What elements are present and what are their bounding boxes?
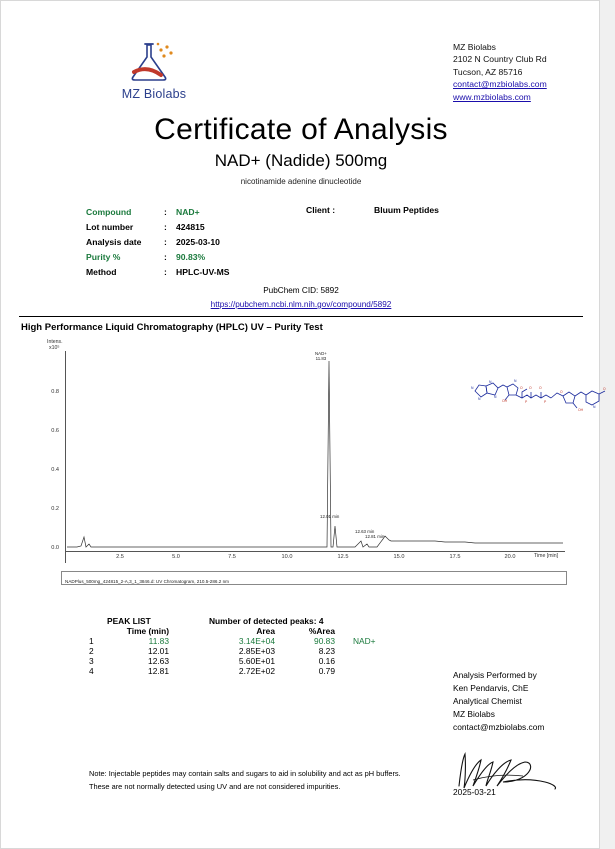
info-row-lot-number — [86, 219, 229, 234]
svg-text:N: N — [489, 380, 492, 384]
chart-file-caption: NADPlus_500mg_424815_2-A,3_1_3846.d: UV Chromatogram, 210.5-286.2 nm — [65, 579, 229, 584]
svg-text:O: O — [560, 390, 563, 394]
pubchem-link-wrap — [1, 300, 601, 309]
sample-info-table — [86, 204, 229, 279]
info-colon: : — [164, 266, 167, 277]
divider-top — [19, 316, 583, 317]
row-no: 3 — [89, 656, 94, 666]
flask-icon — [117, 39, 191, 83]
svg-text:P: P — [544, 400, 547, 404]
client-info — [306, 205, 439, 215]
row-name — [335, 656, 413, 666]
analyst-line-3: Analytical Chemist — [453, 696, 522, 707]
info-colon: : — [164, 221, 167, 232]
analyst-block — [453, 669, 544, 734]
row-no: 4 — [89, 666, 94, 676]
hplc-chromatogram — [21, 339, 606, 597]
info-row-compound — [86, 204, 229, 219]
ytick-3: 0.6 — [51, 428, 59, 434]
info-row-purity — [86, 249, 229, 264]
client-label: Client : — [306, 205, 336, 215]
note-line-2: These are not normally detected using UV and are not considered impurities. — [89, 781, 341, 791]
info-label-lot-number: Lot number — [86, 221, 134, 232]
svg-text:O: O — [520, 386, 523, 390]
peak-count-label: Number of detected peaks: 4 — [209, 616, 324, 626]
info-label-compound: Compound — [86, 206, 132, 217]
info-row-analysis-date — [86, 234, 229, 249]
chart-section-title: High Performance Liquid Chromatography (HPLC) UV – Purity Test — [21, 322, 323, 333]
svg-text:N: N — [478, 397, 481, 401]
svg-text:O: O — [529, 386, 532, 390]
info-value-analysis-date: 2025-03-10 — [176, 236, 220, 247]
molecular-structure-icon — [465, 365, 615, 425]
xtick-7: 20.0 — [504, 554, 516, 560]
xtick-5: 15.0 — [393, 554, 405, 560]
row-area: 5.60E+01 — [238, 656, 275, 666]
company-website-link[interactable]: www.mzbiolabs.com — [453, 91, 531, 102]
col-time: Time (min) — [126, 626, 169, 636]
client-value: Bluum Peptides — [374, 205, 439, 215]
svg-text:P: P — [525, 400, 528, 404]
page-title: Certificate of Analysis — [154, 113, 448, 146]
product-chemical-name: nicotinamide adenine dinucleotide — [240, 177, 362, 186]
row-pct: 8.23 — [318, 646, 335, 656]
xtick-6: 17.5 — [449, 554, 461, 560]
note-line-1: Note: Injectable peptides may contain salts and sugars to aid in solubility and act as pH buffers. — [89, 769, 401, 778]
company-contact — [453, 41, 547, 103]
peak-annotation-1201: 12.01 min — [320, 514, 340, 519]
info-row-method — [86, 264, 229, 279]
ytick-1: 0.2 — [51, 506, 59, 512]
peak-annotation-1263: 12.63 min — [355, 529, 375, 534]
ytick-2: 0.4 — [51, 467, 59, 473]
info-colon: : — [164, 206, 167, 217]
table-row — [89, 656, 413, 666]
col-pct: %Area — [308, 626, 335, 636]
peak-list-table — [89, 616, 413, 676]
row-time: 12.81 — [148, 666, 169, 676]
svg-text:N: N — [494, 395, 497, 399]
xtick-0: 2.5 — [116, 554, 124, 560]
table-row — [89, 636, 413, 646]
row-area: 2.72E+02 — [238, 666, 275, 676]
info-value-method: HPLC-UV-MS — [176, 266, 230, 277]
svg-text:OH: OH — [578, 408, 584, 412]
analyst-line-4: MZ Biolabs — [453, 709, 495, 720]
signature-date: 2025-03-21 — [453, 787, 496, 797]
row-time: 12.63 — [148, 656, 169, 666]
info-colon: : — [164, 251, 167, 262]
peak-list-title: PEAK LIST — [107, 616, 151, 626]
row-pct: 0.16 — [318, 656, 335, 666]
peak-annotation-nad: NAD+ 11.83 — [315, 351, 327, 361]
table-row — [89, 646, 413, 656]
row-time: 11.83 — [148, 636, 169, 646]
info-label-analysis-date: Analysis date — [86, 236, 142, 247]
analyst-line-2: Ken Pendarvis, ChE — [453, 683, 529, 694]
table-row — [89, 666, 413, 676]
y-axis-label: Intens. — [47, 339, 63, 345]
col-name — [335, 626, 413, 636]
company-name: MZ Biolabs — [453, 42, 496, 52]
info-label-method: Method — [86, 266, 117, 277]
info-value-lot-number: 424815 — [176, 221, 205, 232]
svg-text:O: O — [603, 387, 606, 391]
col-no — [89, 626, 107, 636]
info-colon: : — [164, 236, 167, 247]
row-pct: 90.83 — [314, 636, 335, 646]
company-logo — [89, 39, 219, 101]
analyst-line-1: Analysis Performed by — [453, 670, 537, 680]
info-value-compound: NAD+ — [176, 206, 200, 217]
xtick-1: 5.0 — [172, 554, 180, 560]
row-area: 2.85E+03 — [238, 646, 275, 656]
row-time: 12.01 — [148, 646, 169, 656]
col-area: Area — [256, 626, 275, 636]
svg-text:OH: OH — [502, 399, 508, 403]
info-value-purity: 90.83% — [176, 251, 206, 262]
xtick-4: 12.5 — [337, 554, 349, 560]
svg-text:O: O — [539, 386, 542, 390]
analyst-line-5: contact@mzbiolabs.com — [453, 722, 545, 733]
xtick-2: 7.5 — [228, 554, 236, 560]
svg-text:N: N — [471, 386, 474, 390]
row-area: 3.14E+04 — [238, 636, 275, 646]
row-no: 2 — [89, 646, 94, 656]
footer-note — [89, 768, 401, 793]
peak-annotation-1281: 12.81 min — [365, 534, 385, 539]
pubchem-link[interactable]: https://pubchem.ncbi.nlm.nih.gov/compound/5892 — [210, 300, 392, 309]
row-no: 1 — [89, 636, 94, 646]
peak-list-header — [89, 616, 413, 626]
x-axis-label: Time [min] — [534, 553, 559, 559]
y-axis-unit: x10⁵ — [49, 345, 60, 351]
row-name — [335, 666, 413, 676]
svg-text:N: N — [514, 379, 517, 383]
row-name — [335, 646, 413, 656]
product-name: NAD+ (Nadide) 500mg — [214, 151, 388, 170]
company-address-1: 2102 N Country Club Rd — [453, 54, 547, 65]
company-email-link[interactable]: contact@mzbiolabs.com — [453, 79, 547, 90]
ytick-0: 0.0 — [51, 545, 59, 551]
row-pct: 0.79 — [318, 666, 335, 676]
row-name: NAD+ — [353, 636, 376, 646]
peak-list-column-headers — [89, 626, 413, 636]
info-label-purity: Purity % — [86, 251, 121, 262]
logo-text: MZ Biolabs — [121, 87, 187, 101]
company-address-2: Tucson, AZ 85716 — [453, 66, 523, 77]
svg-text:N: N — [593, 405, 596, 409]
xtick-3: 10.0 — [281, 554, 293, 560]
ytick-4: 0.8 — [51, 389, 59, 395]
plot-area — [51, 351, 606, 563]
pubchem-cid: PubChem CID: 5892 — [263, 286, 339, 295]
